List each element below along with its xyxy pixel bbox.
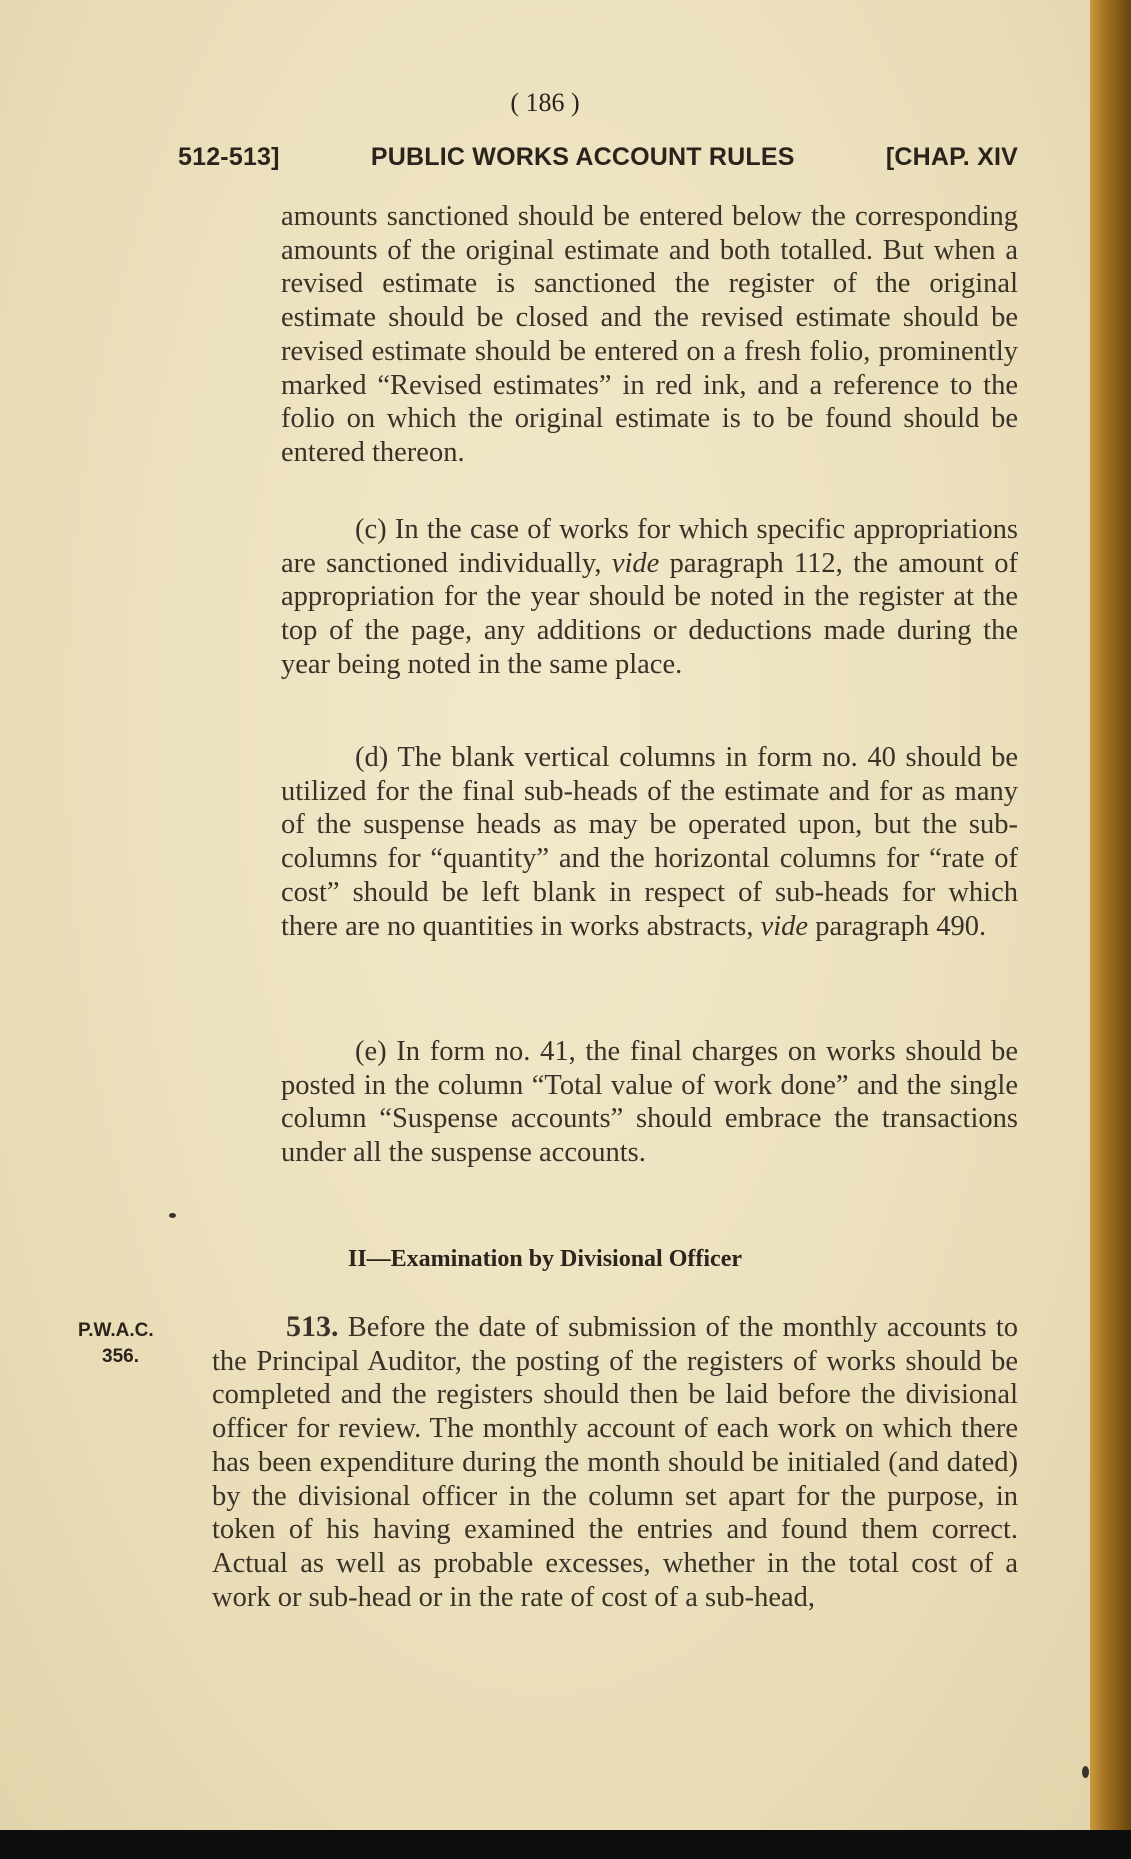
paragraph-d-text-b: paragraph 490. (808, 910, 987, 942)
paragraph-c (281, 513, 1018, 682)
clause-label-d: (d) (355, 742, 389, 773)
clause-label-c: (c) (355, 514, 387, 545)
paragraph-513 (212, 1310, 1018, 1614)
vide-c: vide (611, 547, 660, 579)
paragraph-e-text: In form no. 41, the final charges on works should be posted in the column “Total value of work done” and the single column “Suspense accounts” should embrace the transactions under all the suspense accounts. (281, 1036, 1018, 1169)
paragraph-c-text-a: In the case of works for which specific appropriations are sanctioned individually, (281, 514, 1018, 579)
page-number: ( 186 ) (510, 88, 580, 117)
margin-note-code: P.W.A.C. (78, 1320, 154, 1341)
section-heading: II—Examination by Divisional Officer (347, 1246, 743, 1272)
running-head (178, 143, 1018, 172)
paragraph-d-text-a: The blank vertical columns in form no. 40 should be utilized for the final sub-heads of the estimate and for as many of the suspense heads as may be operated upon, but the sub-columns for “quantity” and the horizontal columns for “rate of cost” should be left blank in respect of sub-heads for which there are no quantities in works abstracts, (281, 742, 1018, 942)
ink-speck (1082, 1766, 1089, 1778)
running-head-chapter: [CHAP. XIV (885, 143, 1018, 171)
paragraph-number: 513. (286, 1310, 339, 1343)
clause-label-e: (e) (355, 1036, 387, 1067)
margin-note (78, 1318, 154, 1370)
paragraph-e (281, 1035, 1018, 1170)
paragraph-c-text-b: paragraph 112, the amount of appropriation for the year should be noted in the register at the top of the page, any additions or deductions made during the year being noted in the same place. (281, 547, 1018, 680)
paragraph-513-text: Before the date of submission of the monthly accounts to the Principal Auditor, the posting of the registers of works should be completed and the registers should then be laid before the divisional officer for review. The monthly account of each work on which there has been expenditure during the month should be initialed (and dated) by the divisional officer in the column set apart for the purpose, in token of his having examined the entries and found them correct. Actual as well as probable excesses, whether in the total cost of a work or sub-head or in the rate of cost of a sub-head, (212, 1312, 1018, 1613)
paragraph-continued: amounts sanctioned should be entered below the corresponding amounts of the original estimate and both totalled. But when a revised estimate is sanctioned the register of the original estimate should be closed and the revised estimate should be revised estimate should be entered on a fresh folio, prominently marked “Revised estimates” in red ink, and a reference to the folio on which the original estimate is to be found should be entered thereon. (281, 201, 1018, 468)
book-spine-edge (1090, 0, 1131, 1859)
ink-speck (169, 1213, 176, 1218)
scan-border (0, 1830, 1131, 1859)
running-head-title: PUBLIC WORKS ACCOUNT RULES (370, 143, 795, 171)
running-head-section-range: 512-513] (178, 143, 280, 171)
paragraph-d (281, 741, 1018, 943)
margin-note-number: 356. (102, 1346, 139, 1367)
vide-d: vide (760, 910, 809, 942)
